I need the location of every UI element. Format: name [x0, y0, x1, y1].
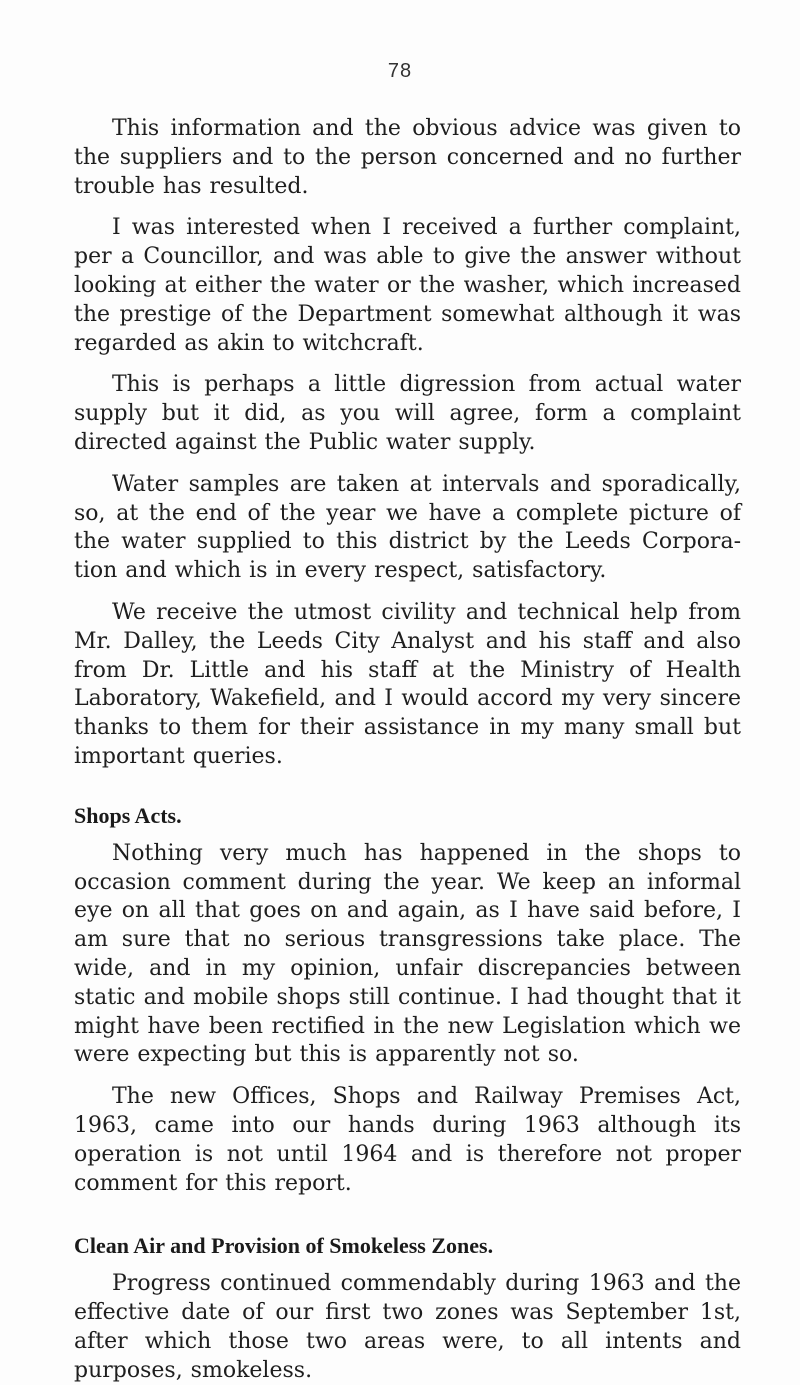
- paragraph-water-samples: Water samples are taken at intervals and sporadically, so, at the end of the year we have a complete picture of the water supplied to this district by the Leeds Corpora- tion and which is in every respect, satisfactory.: [74, 471, 741, 584]
- paragraph-digression: This is perhaps a little digression from actual water supply but it did, as you will agree, form a complaint directed against the Public water supply.: [74, 372, 741, 455]
- document-body: [74, 115, 741, 1385]
- paragraph-thanks: We receive the utmost civility and technical help from Mr. Dalley, the Leeds City Analyst and his staff and also from Dr. Little and his staff at the Ministry of Health Laboratory, Wakefield, and I would accord my very sincere thanks to them for their assistance in my many small but important queries.: [74, 599, 741, 769]
- page-number: 78: [387, 60, 413, 82]
- section-heading-shops-acts: Shops Acts.: [74, 802, 182, 828]
- section-heading-clean-air: Clean Air and Provision of Smokeless Zones.: [74, 1233, 494, 1259]
- paragraph-offices-act: The new Offices, Shops and Railway Premises Act, 1963, came into our hands during 1963 although its operation is not until 1964 and is therefore not proper comment for this report.: [74, 1084, 741, 1196]
- paragraph-smokeless-progress: Progress continued commendably during 1963 and the effective date of our first two zones was September 1st, after which those two areas were, to all intents and purposes, smokeless.: [74, 1271, 741, 1383]
- paragraph-shops-comment: Nothing very much has happened in the shops to occasion comment during the year. We keep an informal eye on all that goes on and again, as I have said before, I am sure that no serious transgressions take place. The wide, and in my opinion, unfair discrepancies between static and mobile shops still continue. I had thought that it might have been rectified in the new Legislation which we were expecting but this is apparently not so.: [74, 840, 741, 1068]
- paragraph-councillor-complaint: I was interested when I received a further complaint, per a Councillor, and was able to give the answer without looking at either the water or the washer, which increased the prestige of the Department somewhat although it was regarded as akin to witchcraft.: [74, 215, 741, 356]
- paragraph-supplier-advice: This information and the obvious advice was given to the suppliers and to the person concerned and no further trouble has resulted.: [74, 116, 741, 199]
